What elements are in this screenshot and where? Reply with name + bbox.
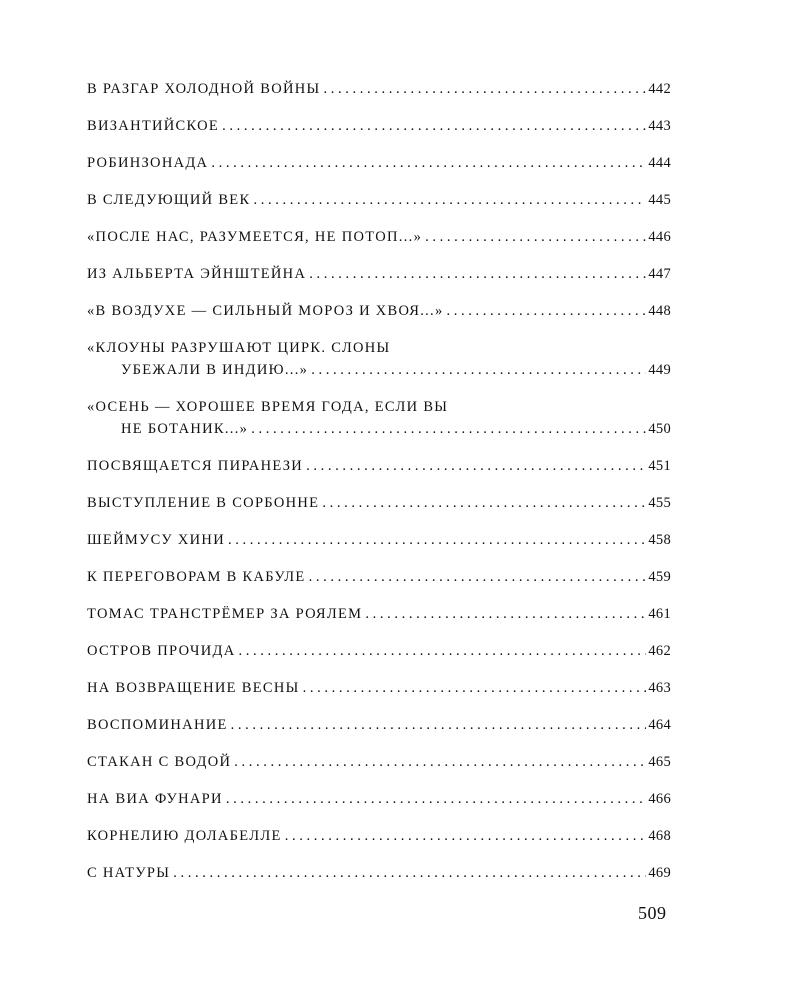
- toc-entry-line: [87, 115, 671, 137]
- toc-entry-title: ШЕЙМУСУ ХИНИ: [87, 532, 225, 548]
- toc-entry-title: В СЛЕДУЮЩИЙ ВЕК: [87, 192, 251, 208]
- toc-entry-line: [87, 263, 671, 285]
- toc-entry-page: 447: [648, 266, 671, 282]
- toc-entry-page: 445: [648, 192, 671, 208]
- toc-entry: [87, 263, 671, 285]
- toc-entry: [87, 751, 671, 773]
- toc-entry-line: [87, 825, 671, 847]
- toc-entry-title: «КЛОУНЫ РАЗРУШАЮТ ЦИРК. СЛОНЫ: [87, 340, 391, 356]
- toc-entry: [87, 300, 671, 322]
- toc-entry-page: 450: [648, 421, 671, 437]
- toc-entry-title: КОРНЕЛИЮ ДОЛАБЕЛЛЕ: [87, 828, 282, 844]
- dot-leader: [234, 751, 646, 773]
- toc-entry: [87, 396, 671, 440]
- dot-leader: [309, 566, 647, 588]
- toc-entry-line: [87, 714, 671, 736]
- toc-entry: [87, 455, 671, 477]
- toc-entry-page: 462: [648, 643, 671, 659]
- dot-leader: [173, 862, 646, 884]
- dot-leader: [238, 640, 646, 662]
- toc-entry: [87, 603, 671, 625]
- toc-entry-title: НА ВОЗВРАЩЕНИЕ ВЕСНЫ: [87, 680, 300, 696]
- dot-leader: [425, 226, 646, 248]
- dot-leader: [285, 825, 647, 847]
- toc-entry-title: ОСТРОВ ПРОЧИДА: [87, 643, 236, 659]
- toc-entry: [87, 566, 671, 588]
- toc-entry-line: [87, 529, 671, 551]
- dot-leader: [251, 418, 646, 440]
- toc-entry-title: ИЗ АЛЬБЕРТА ЭЙНШТЕЙНА: [87, 266, 307, 282]
- dot-leader: [226, 788, 647, 810]
- toc-entry-page: 444: [648, 155, 671, 171]
- toc-entry-page: 459: [648, 569, 671, 585]
- toc-entry: [87, 529, 671, 551]
- toc-entry-line: [87, 455, 671, 477]
- table-of-contents: [87, 78, 671, 899]
- toc-entry-page: 465: [648, 754, 671, 770]
- toc-entry: [87, 152, 671, 174]
- toc-entry-page: 466: [648, 791, 671, 807]
- toc-entry-page: 443: [648, 118, 671, 134]
- toc-entry-page: 442: [648, 81, 671, 97]
- toc-entry-title: ВИЗАНТИЙСКОЕ: [87, 118, 220, 134]
- toc-entry: [87, 337, 671, 381]
- toc-entry: [87, 677, 671, 699]
- dot-leader: [211, 152, 646, 174]
- toc-entry: [87, 189, 671, 211]
- toc-entry-page: 463: [648, 680, 671, 696]
- dot-leader: [228, 529, 646, 551]
- dot-leader: [222, 115, 646, 137]
- toc-entry-line: [87, 396, 671, 418]
- dot-leader: [309, 263, 646, 285]
- toc-entry-line: [87, 788, 671, 810]
- toc-entry-title: НА ВИА ФУНАРИ: [87, 791, 223, 807]
- toc-entry-line: [87, 78, 671, 100]
- dot-leader: [311, 359, 646, 381]
- page-number: 509: [638, 903, 667, 923]
- toc-entry-line: [87, 862, 671, 884]
- dot-leader: [231, 714, 647, 736]
- dot-leader: [322, 492, 646, 514]
- toc-entry-title: ПОСВЯЩАЕТСЯ ПИРАНЕЗИ: [87, 458, 304, 474]
- toc-entry-line: [87, 751, 671, 773]
- toc-entry-line: [87, 152, 671, 174]
- toc-entry-title: НЕ БОТАНИК...»: [121, 421, 249, 437]
- toc-entry-page: 468: [648, 828, 671, 844]
- dot-leader: [365, 603, 646, 625]
- toc-entry: [87, 788, 671, 810]
- toc-entry-page: 451: [648, 458, 671, 474]
- toc-entry-title: ТОМАС ТРАНСТРЁМЕР ЗА РОЯЛЕМ: [87, 606, 363, 622]
- toc-entry-line: [87, 492, 671, 514]
- toc-entry-page: 464: [648, 717, 671, 733]
- toc-entry-page: 455: [648, 495, 671, 511]
- toc-entry-line: [87, 300, 671, 322]
- dot-leader: [306, 455, 646, 477]
- toc-entry-line: [87, 189, 671, 211]
- toc-entry-page: 461: [648, 606, 671, 622]
- toc-entry-title: ВЫСТУПЛЕНИЕ В СОРБОННЕ: [87, 495, 320, 511]
- dot-leader: [323, 78, 646, 100]
- toc-entry-line: [87, 226, 671, 248]
- toc-entry-page: 458: [648, 532, 671, 548]
- dot-leader: [303, 677, 647, 699]
- toc-entry-title: СТАКАН С ВОДОЙ: [87, 754, 232, 770]
- dot-leader: [253, 189, 646, 211]
- toc-entry-continuation-line: [87, 359, 671, 381]
- toc-entry: [87, 78, 671, 100]
- toc-entry-line: [87, 677, 671, 699]
- toc-entry-title: «ОСЕНЬ — ХОРОШЕЕ ВРЕМЯ ГОДА, ЕСЛИ ВЫ: [87, 399, 449, 415]
- toc-entry-page: 449: [648, 362, 671, 378]
- toc-entry-title: УБЕЖАЛИ В ИНДИЮ...»: [121, 362, 309, 378]
- toc-entry: [87, 862, 671, 884]
- toc-entry-title: «В ВОЗДУХЕ — СИЛЬНЫЙ МОРОЗ И ХВОЯ...»: [87, 303, 444, 319]
- toc-entry-line: [87, 640, 671, 662]
- toc-entry: [87, 825, 671, 847]
- toc-entry: [87, 226, 671, 248]
- toc-entry-title: РОБИНЗОНАДА: [87, 155, 209, 171]
- toc-entry-title: К ПЕРЕГОВОРАМ В КАБУЛЕ: [87, 569, 306, 585]
- dot-leader: [447, 300, 647, 322]
- toc-entry-title: «ПОСЛЕ НАС, РАЗУМЕЕТСЯ, НЕ ПОТОП...»: [87, 229, 423, 245]
- toc-entry-page: 469: [648, 865, 671, 881]
- toc-entry-line: [87, 566, 671, 588]
- toc-entry-page: 446: [648, 229, 671, 245]
- toc-entry: [87, 115, 671, 137]
- toc-entry-title: С НАТУРЫ: [87, 865, 171, 881]
- toc-entry-page: 448: [648, 303, 671, 319]
- toc-entry: [87, 492, 671, 514]
- toc-entry-line: [87, 603, 671, 625]
- toc-entry: [87, 640, 671, 662]
- toc-entry-title: ВОСПОМИНАНИЕ: [87, 717, 228, 733]
- toc-entry: [87, 714, 671, 736]
- toc-entry-title: В РАЗГАР ХОЛОДНОЙ ВОЙНЫ: [87, 81, 321, 97]
- toc-entry-continuation-line: [87, 418, 671, 440]
- toc-entry-line: [87, 337, 671, 359]
